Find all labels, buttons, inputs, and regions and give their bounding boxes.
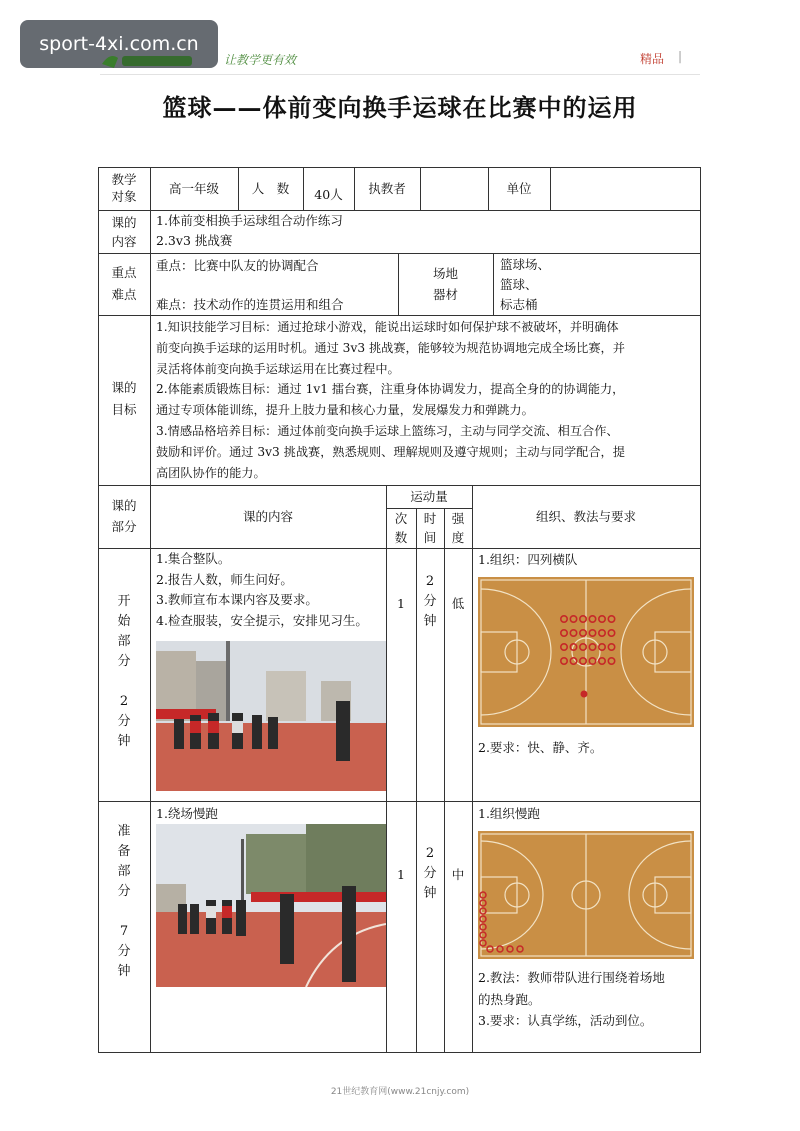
section-warmup-part: 准 备 部 分 7 分 钟 bbox=[117, 824, 131, 979]
org-header: 组织、教法与要求 bbox=[535, 509, 636, 524]
section-start-content bbox=[156, 549, 386, 631]
goal-line: 前变向换手运球的运用时机。通过 3v3 挑战赛，能够较为规范协调地完成全场比赛，并 bbox=[156, 340, 625, 355]
content-line: 2.3v3 挑战赛 bbox=[156, 233, 233, 248]
section-start-duration: 2 分 钟 bbox=[423, 574, 437, 629]
section-warmup-intensity: 中 bbox=[451, 867, 465, 882]
key-points-label: 重点 难点 bbox=[111, 265, 137, 302]
lesson-plan-table bbox=[98, 167, 701, 1053]
premium-separator: | bbox=[678, 49, 683, 63]
section-warmup-content bbox=[156, 803, 386, 824]
header-divider bbox=[100, 74, 700, 75]
count-value: 40人 bbox=[314, 187, 343, 202]
count-label: 人 数 bbox=[251, 181, 290, 196]
photo-warmup-jog bbox=[156, 824, 386, 987]
org-note: 的热身跑。 bbox=[478, 991, 541, 1007]
venue-label: 场地 器材 bbox=[432, 266, 458, 302]
photo-students-lineup bbox=[156, 641, 386, 791]
goal-line: 1.知识技能学习目标：通过抢球小游戏，能说出运球时如何保护球不被破坏，并明确体 bbox=[156, 320, 619, 334]
page-title: 篮球——体前变向换手运球在比赛中的运用 bbox=[162, 93, 638, 122]
goal-line: 通过专项体能训练，提升上肢力量和核心力量，发展爆发力和弹跳力。 bbox=[156, 403, 534, 418]
premium-label: 精品 bbox=[640, 52, 665, 66]
part-header: 课的 部分 bbox=[111, 498, 137, 534]
venue-items bbox=[500, 255, 698, 315]
content-item: 3.教师宣布本课内容及要求。 bbox=[156, 592, 318, 607]
content-line: 1.体前变相换手运球组合动作练习 bbox=[156, 213, 343, 228]
unit-value bbox=[550, 167, 700, 210]
section-start-intensity: 低 bbox=[451, 596, 465, 611]
section-warmup-duration: 2 分 钟 bbox=[423, 846, 437, 901]
org-note: 3.要求：认真学练，活动到位。 bbox=[478, 1013, 653, 1028]
content-item: 1.绕场慢跑 bbox=[156, 806, 218, 821]
goal-line: 高团队协作的能力。 bbox=[156, 465, 266, 480]
section-start-org-notes bbox=[478, 737, 698, 758]
org-note: 2.教法：教师带队进行围绕着场地 bbox=[478, 970, 665, 985]
section-warmup-org-notes bbox=[478, 967, 698, 1032]
venue-item: 篮球场、 bbox=[500, 257, 551, 272]
section-start-part: 开 始 部 分 2 分 钟 bbox=[117, 594, 131, 749]
grade-value: 高一年级 bbox=[168, 181, 219, 196]
section-start-times: 1 bbox=[397, 596, 405, 611]
goal-line: 灵活将体前变向换手运球运用在比赛过程中。 bbox=[156, 361, 400, 376]
key-point-text: 重点：比赛中队友的协调配合 bbox=[156, 258, 319, 273]
content-item: 1.集合整队。 bbox=[156, 551, 231, 566]
footer-source: 21世纪教育网(www.21cnjy.com) bbox=[330, 1087, 470, 1097]
teacher-label: 执教者 bbox=[368, 181, 406, 196]
court-diagram-jog bbox=[478, 831, 694, 959]
load-header: 运动量 bbox=[410, 489, 448, 504]
difficulty-text: 难点：技术动作的连贯运用和组合 bbox=[156, 297, 344, 312]
section-warmup-org-title: 1.组织慢跑 bbox=[478, 806, 540, 821]
section-start-org-title: 1.组织：四列横队 bbox=[478, 552, 578, 567]
watermark: sport-4xi.com.cn bbox=[20, 20, 218, 68]
goal-line: 3.情感品格培养目标：通过体前变向换手运球上篮练习，主动与同学交流、相互合作、 bbox=[156, 423, 619, 438]
venue-item: 篮球、 bbox=[500, 277, 538, 292]
brand-logo bbox=[100, 50, 196, 70]
content-item: 4.检查服装，安全提示，安排见习生。 bbox=[156, 612, 368, 628]
teacher-value bbox=[420, 167, 488, 210]
times-header: 次 数 bbox=[394, 511, 408, 545]
goal-line: 2.体能素质锻炼目标：通过 1v1 擂台赛，注重身体协调发力，提高全身的的协调能力， bbox=[156, 382, 625, 397]
venue-item: 标志桶 bbox=[500, 297, 538, 312]
content-label: 课的 内容 bbox=[111, 215, 137, 249]
goals-label: 课的 目标 bbox=[111, 380, 137, 417]
section-warmup-times: 1 bbox=[397, 867, 405, 882]
content-item: 2.报告人数，师生问好。 bbox=[156, 571, 293, 587]
content-header: 课的内容 bbox=[242, 509, 293, 524]
content-lines bbox=[156, 211, 696, 251]
goals-lines bbox=[156, 317, 700, 483]
slogan: 让教学更有效 bbox=[224, 53, 297, 67]
unit-label: 单位 bbox=[506, 181, 532, 196]
intensity-header: 强 度 bbox=[451, 511, 465, 545]
court-diagram-formation bbox=[478, 577, 694, 727]
goal-line: 鼓励和评价。通过 3v3 挑战赛，熟悉规则、理解规则及遵守规则；主动与同学配合，提 bbox=[156, 444, 625, 459]
time-header: 时 间 bbox=[423, 511, 437, 545]
object-label: 教学 对象 bbox=[111, 172, 137, 204]
org-note: 2.要求：快、静、齐。 bbox=[478, 740, 603, 755]
